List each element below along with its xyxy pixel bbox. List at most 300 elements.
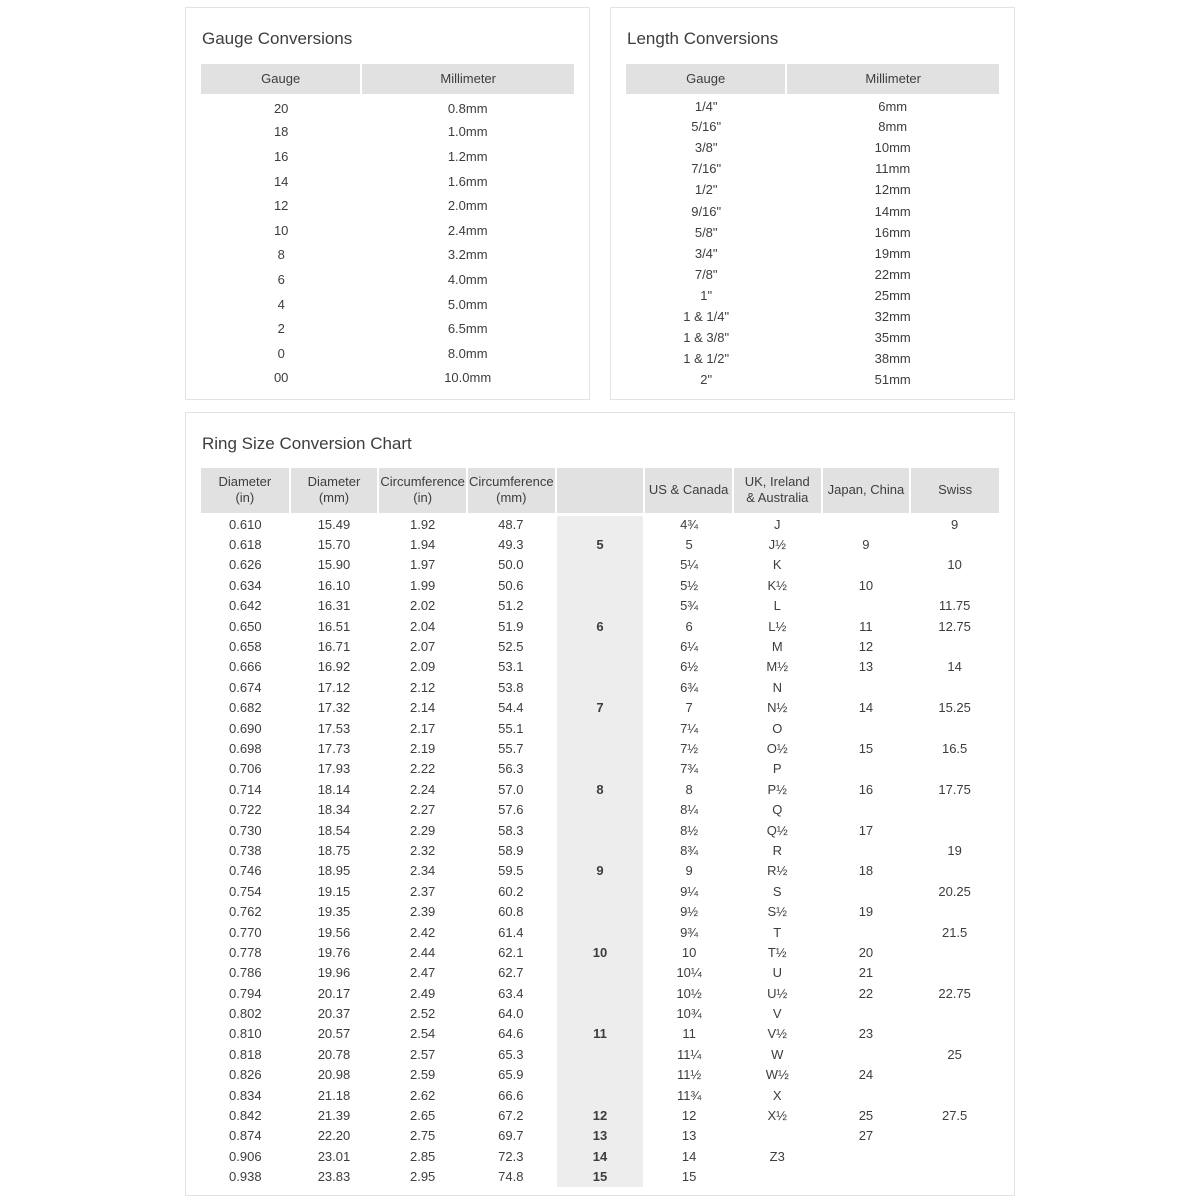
table-cell: 2.42 (409, 924, 436, 940)
table-cell: 16 (858, 781, 874, 797)
table-cell: 15.90 (317, 557, 351, 573)
ring-size-chart-table (201, 468, 999, 1187)
table-cell: 5½ (680, 577, 699, 593)
table-cell: 0.874 (229, 1128, 262, 1144)
table-cell: 18.75 (317, 842, 351, 858)
table-cell: 21.5 (941, 924, 968, 940)
table-cell: 18.95 (317, 863, 351, 879)
table-cell: W (771, 1046, 784, 1062)
table-cell: 2" (700, 372, 713, 388)
table-row (201, 1105, 999, 1125)
table-row (201, 718, 999, 738)
table-cell: 12.75 (938, 618, 971, 634)
table-cell: L (773, 598, 781, 614)
table-cell: 4¾ (680, 517, 699, 533)
length-conversions-table (626, 64, 999, 390)
column-header: Japan, China (822, 468, 911, 514)
table-cell (910, 901, 999, 921)
table-cell: 11¾ (676, 1087, 702, 1103)
table-cell: 2.32 (409, 842, 436, 858)
table-cell (822, 677, 911, 697)
table-cell: X½ (767, 1108, 788, 1124)
table-row (201, 120, 574, 145)
table-cell: 0.770 (229, 924, 262, 940)
table-row (201, 779, 999, 799)
table-cell: 15 (681, 1169, 697, 1185)
table-cell: 23 (858, 1026, 874, 1042)
table-cell: 51.2 (498, 598, 524, 614)
table-cell: O½ (766, 740, 788, 756)
table-cell: 11 (859, 618, 873, 634)
table-cell: 0.826 (229, 1067, 262, 1083)
table-cell: 0.714 (229, 781, 262, 797)
table-cell: 16.51 (317, 618, 351, 634)
table-cell: 13 (681, 1128, 697, 1144)
table-cell: 6 (685, 618, 693, 634)
table-cell: 2 (277, 321, 285, 337)
table-cell: 2.75 (409, 1128, 436, 1144)
gauge-conversions-card (185, 7, 590, 400)
table-cell: 0.794 (229, 985, 262, 1001)
table-row (201, 901, 999, 921)
table-cell: 9/16" (691, 203, 722, 219)
table-cell (556, 922, 645, 942)
table-cell: S½ (767, 904, 788, 920)
table-cell: 2.34 (409, 863, 436, 879)
table-cell (556, 738, 645, 758)
table-cell: 27.5 (941, 1108, 968, 1124)
table-row (201, 1126, 999, 1146)
table-cell: 2.04 (409, 618, 436, 634)
table-cell: 5¼ (680, 557, 699, 573)
table-cell: 8¼ (680, 802, 699, 818)
table-row (201, 881, 999, 901)
table-cell: 0.834 (229, 1087, 262, 1103)
table-cell: 0.722 (229, 802, 262, 818)
table-cell (556, 820, 645, 840)
table-cell: 57.6 (498, 802, 524, 818)
table-cell: 12 (858, 639, 874, 655)
table-row (201, 698, 999, 718)
table-cell (556, 596, 645, 616)
table-cell: 8 (556, 779, 645, 799)
table-cell: 56.3 (498, 761, 524, 777)
table-cell: 9¾ (680, 924, 699, 940)
table-cell: 21 (858, 965, 874, 981)
table-cell: J½ (768, 537, 786, 553)
table-cell: 2.22 (409, 761, 436, 777)
table-row (201, 193, 574, 218)
ring-size-chart-title: Ring Size Conversion Chart (202, 434, 412, 453)
table-row (201, 922, 999, 942)
table-cell: 2.37 (409, 883, 436, 899)
table-row (201, 341, 574, 366)
table-cell: 38mm (874, 351, 911, 367)
table-cell: 21.39 (317, 1108, 351, 1124)
table-cell: 27 (858, 1128, 874, 1144)
table-cell: 2.49 (409, 985, 436, 1001)
table-cell: 65.3 (498, 1046, 524, 1062)
table-cell: 7 (685, 700, 693, 716)
table-cell: 0.746 (229, 863, 262, 879)
table-cell: 22mm (874, 266, 911, 282)
table-row (201, 1024, 999, 1044)
table-cell (822, 881, 911, 901)
table-cell: 54.4 (498, 700, 524, 716)
table-cell: S (772, 883, 782, 899)
table-cell: 7 (556, 698, 645, 718)
table-cell: 4.0mm (447, 271, 488, 287)
table-cell: 17.75 (938, 781, 971, 797)
table-cell: 22.75 (938, 985, 971, 1001)
table-cell (556, 1065, 645, 1085)
table-cell: 61.4 (498, 924, 524, 940)
table-cell: 19mm (874, 245, 911, 261)
table-cell: P½ (767, 781, 788, 797)
table-cell (556, 983, 645, 1003)
header-row (201, 468, 999, 514)
table-cell: 16.10 (317, 577, 351, 593)
table-cell: 6¾ (680, 679, 699, 695)
table-cell: J (774, 517, 781, 533)
table-cell: 63.4 (498, 985, 524, 1001)
table-cell (556, 555, 645, 575)
table-cell: 23.01 (317, 1148, 351, 1164)
table-row (626, 369, 999, 390)
table-cell: 20.98 (317, 1067, 351, 1083)
table-cell: 0.610 (229, 517, 262, 533)
table-cell: 9 (556, 861, 645, 881)
table-row (201, 514, 999, 534)
table-cell: 59.5 (498, 863, 524, 879)
table-cell: 6.5mm (447, 321, 488, 337)
table-cell: 0.762 (229, 904, 262, 920)
table-cell: 10¼ (676, 965, 702, 981)
column-header: Diameter (mm) (290, 468, 379, 514)
table-cell: 10.0mm (444, 370, 492, 386)
table-cell: 32mm (874, 308, 911, 324)
table-cell: 14 (947, 659, 962, 675)
table-row (201, 555, 999, 575)
table-row (201, 575, 999, 595)
table-cell: 0.730 (229, 822, 262, 838)
table-cell: 49.3 (498, 537, 524, 553)
table-cell (910, 861, 999, 881)
table-cell: K½ (767, 577, 788, 593)
table-cell: 1.99 (409, 577, 436, 593)
table-cell: 0.906 (229, 1148, 262, 1164)
table-cell: 14 (273, 173, 289, 189)
table-cell: 0.706 (229, 761, 262, 777)
table-cell: Q½ (766, 822, 788, 838)
table-row (201, 738, 999, 758)
table-cell: 50.0 (498, 557, 524, 573)
table-cell: 15.25 (938, 700, 971, 716)
table-cell (556, 657, 645, 677)
table-cell: 25 (947, 1046, 962, 1062)
table-cell: 0.8mm (447, 100, 488, 116)
table-cell: 55.1 (498, 720, 524, 736)
table-cell: 14 (858, 700, 874, 716)
table-cell: 16.5 (941, 740, 968, 756)
table-cell: 0.658 (229, 639, 262, 655)
table-cell: 18.54 (317, 822, 351, 838)
table-row (201, 820, 999, 840)
table-cell (910, 636, 999, 656)
table-cell: 2.02 (409, 598, 436, 614)
table-cell: U (772, 965, 782, 981)
table-cell (556, 881, 645, 901)
table-row (201, 1044, 999, 1064)
table-cell: 6 (277, 271, 285, 287)
table-row (201, 1003, 999, 1023)
table-cell: 0.778 (229, 944, 262, 960)
table-row (201, 799, 999, 819)
column-header: Gauge (626, 64, 786, 95)
column-header: Gauge (201, 64, 361, 95)
table-cell: Z3 (769, 1148, 785, 1164)
table-row (201, 861, 999, 881)
table-cell: 14mm (874, 203, 911, 219)
table-cell: 13 (858, 659, 874, 675)
table-cell: 14 (681, 1148, 697, 1164)
table-row (201, 1085, 999, 1105)
table-cell: 20.17 (317, 985, 351, 1001)
table-cell: T (773, 924, 782, 940)
table-cell: 1.94 (409, 537, 436, 553)
table-row (201, 616, 999, 636)
table-cell: W½ (765, 1067, 789, 1083)
table-cell: 2.52 (409, 1006, 436, 1022)
table-cell: 10 (556, 942, 645, 962)
table-cell: 5/16" (691, 119, 722, 135)
table-cell (910, 1085, 999, 1105)
table-cell: 53.1 (498, 659, 524, 675)
table-cell: 23.83 (317, 1169, 351, 1185)
table-cell: 2.09 (409, 659, 436, 675)
table-cell (556, 677, 645, 697)
table-cell: 19.56 (317, 924, 351, 940)
ring-size-chart-card (185, 412, 1015, 1196)
table-cell: 2.14 (409, 700, 436, 716)
table-cell: 8 (685, 781, 693, 797)
table-cell (910, 1126, 999, 1146)
table-cell: 6 (556, 616, 645, 636)
length-conversions-card (610, 7, 1015, 400)
length-conversions-title: Length Conversions (627, 29, 779, 48)
table-cell: 1/2" (694, 182, 718, 198)
table-cell: 10 (681, 944, 697, 960)
table-row (201, 218, 574, 243)
table-cell (822, 514, 911, 534)
table-row (626, 285, 999, 306)
table-cell: 10 (947, 557, 962, 573)
column-header: Circumference (in) (378, 468, 467, 514)
table-cell: 2.62 (409, 1087, 436, 1103)
table-cell: 18.34 (317, 802, 351, 818)
table-cell: 0.738 (229, 842, 262, 858)
table-cell: 20.78 (317, 1046, 351, 1062)
table-cell: 5.0mm (447, 296, 488, 312)
table-cell: 0.626 (229, 557, 262, 573)
table-cell: 10 (858, 577, 874, 593)
table-cell: 18.14 (317, 781, 351, 797)
table-cell: 11.75 (938, 598, 971, 614)
table-cell: 15 (556, 1167, 645, 1187)
table-cell: 0.674 (229, 679, 262, 695)
table-cell: 5/8" (694, 224, 718, 240)
table-cell: Q (772, 802, 783, 818)
table-cell: 2.59 (409, 1067, 436, 1083)
table-cell: 2.17 (409, 720, 436, 736)
table-cell (910, 759, 999, 779)
table-row (201, 366, 574, 391)
table-row (626, 137, 999, 158)
table-cell: 57.0 (498, 781, 524, 797)
table-row (626, 200, 999, 221)
table-cell (822, 1167, 911, 1187)
table-cell: V½ (767, 1026, 788, 1042)
table-cell: 69.7 (498, 1128, 524, 1144)
table-cell: 16mm (874, 224, 911, 240)
table-cell: 8.0mm (447, 345, 488, 361)
table-cell: 35mm (874, 330, 911, 346)
table-cell: 15.70 (317, 537, 351, 553)
column-header: Millimeter (786, 64, 999, 95)
table-cell: 20 (858, 944, 874, 960)
table-cell: 10 (273, 222, 289, 238)
table-cell: 7/16" (691, 161, 722, 177)
table-row (626, 179, 999, 200)
table-cell: 0.618 (229, 537, 262, 553)
table-cell: 2.57 (409, 1046, 436, 1062)
table-cell: 65.9 (498, 1067, 524, 1083)
table-cell: T½ (767, 944, 787, 960)
table-row (626, 348, 999, 369)
table-cell (733, 1167, 822, 1187)
table-cell: 2.29 (409, 822, 436, 838)
table-cell: 16.71 (317, 639, 351, 655)
table-row (201, 942, 999, 962)
table-cell: 0.634 (229, 577, 262, 593)
table-cell (910, 1003, 999, 1023)
table-cell: 8 (277, 247, 285, 263)
table-cell: 25 (858, 1108, 874, 1124)
table-cell: 9 (685, 863, 693, 879)
table-cell: 1.97 (409, 557, 436, 573)
table-row (201, 596, 999, 616)
table-cell: 2.4mm (447, 222, 488, 238)
table-cell: 10mm (874, 140, 911, 156)
table-cell: 1 & 1/2" (683, 351, 730, 367)
table-cell: 12 (556, 1105, 645, 1125)
table-cell: 19.76 (317, 944, 351, 960)
table-cell: 12 (273, 198, 289, 214)
table-cell: 72.3 (498, 1148, 524, 1164)
table-cell (822, 1085, 911, 1105)
table-cell: 60.2 (498, 883, 524, 899)
table-cell: 9¼ (680, 883, 699, 899)
content-column (185, 0, 1015, 1196)
table-cell (556, 1003, 645, 1023)
table-cell: 17.93 (317, 761, 351, 777)
table-cell: 1/4" (694, 98, 718, 114)
table-cell: 0.642 (229, 598, 262, 614)
table-cell (556, 759, 645, 779)
table-cell: 10½ (676, 985, 702, 1001)
column-header: UK, Ireland & Australia (733, 468, 822, 514)
table-cell: 22 (858, 985, 874, 1001)
table-cell: 1.2mm (447, 148, 488, 164)
table-cell: 58.9 (498, 842, 524, 858)
table-cell (822, 1003, 911, 1023)
table-cell: X (772, 1087, 782, 1103)
table-cell: 0.666 (229, 659, 262, 675)
table-cell: 1" (700, 287, 713, 303)
table-cell (822, 596, 911, 616)
table-cell: 15 (858, 740, 874, 756)
table-cell: 0.842 (229, 1108, 262, 1124)
table-cell: 11 (556, 1024, 645, 1044)
table-cell: 2.39 (409, 904, 436, 920)
table-cell: 51.9 (498, 618, 524, 634)
table-cell (910, 963, 999, 983)
column-header: US & Canada (644, 468, 733, 514)
table-cell: 19.15 (317, 883, 351, 899)
table-cell: 0.802 (229, 1006, 262, 1022)
table-cell: 20.25 (938, 883, 971, 899)
table-cell (822, 555, 911, 575)
table-cell: 19 (858, 904, 874, 920)
table-cell: 21.18 (317, 1087, 351, 1103)
table-cell (556, 1044, 645, 1064)
table-cell: 18 (858, 863, 874, 879)
table-cell: 17.53 (317, 720, 351, 736)
table-cell: 17 (858, 822, 874, 838)
table-cell: 2.27 (409, 802, 436, 818)
table-row (201, 1167, 999, 1187)
table-cell: 0.650 (229, 618, 262, 634)
table-cell: 62.1 (498, 944, 524, 960)
table-row (201, 292, 574, 317)
table-cell (822, 799, 911, 819)
table-cell: 58.3 (498, 822, 524, 838)
column-header: Circumference (mm) (467, 468, 556, 514)
table-cell: 0 (277, 345, 285, 361)
table-cell (910, 942, 999, 962)
table-cell: 20 (273, 100, 289, 116)
table-cell (822, 840, 911, 860)
table-row (626, 222, 999, 243)
table-row (201, 534, 999, 554)
table-row (201, 267, 574, 292)
table-row (201, 243, 574, 268)
table-cell: 0.690 (229, 720, 262, 736)
table-cell: 19.35 (317, 904, 351, 920)
table-cell: R (772, 842, 782, 858)
table-cell: 5 (556, 534, 645, 554)
table-cell: 16.31 (317, 598, 351, 614)
table-cell: 67.2 (498, 1108, 524, 1124)
table-cell (822, 1146, 911, 1166)
table-cell: 22.20 (317, 1128, 351, 1144)
table-cell: 6mm (878, 98, 908, 114)
table-cell: 6¼ (680, 639, 699, 655)
table-cell: 60.8 (498, 904, 524, 920)
table-cell (556, 1085, 645, 1105)
column-header: Millimeter (361, 64, 574, 95)
table-cell: 3.2mm (447, 247, 488, 263)
